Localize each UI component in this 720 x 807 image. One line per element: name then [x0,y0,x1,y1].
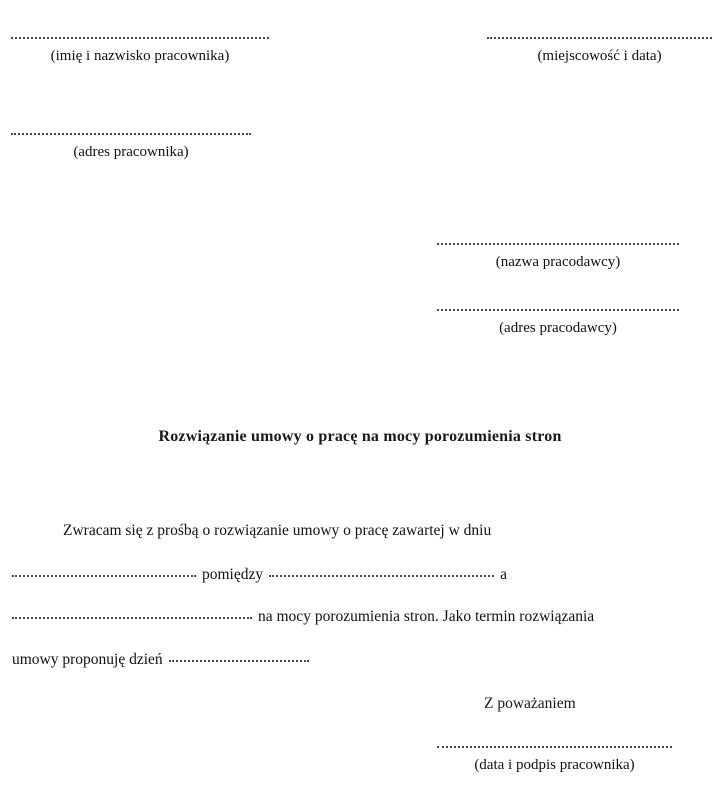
body-line-3-text: na mocy porozumienia stron. Jako termin rozwiązania [258,608,595,625]
employee-name-field-group [11,36,269,65]
closing-salutation: Z poważaniem [484,695,576,712]
body-paragraph-line-2 [12,566,507,584]
body-paragraph-line-4 [12,651,309,669]
employer-name-field-group [437,242,679,271]
employer-address-caption: (adres pracodawcy) [499,320,617,336]
party-a-blank [269,574,494,577]
party-b-blank [12,616,252,619]
body-line-2-end-text: a [500,566,508,583]
place-date-caption: (miejscowość i data) [537,48,662,64]
signature-field-group [437,745,672,774]
termination-date-blank [169,659,309,662]
employee-address-field-group [11,132,251,161]
signature-dotted-line [437,745,672,748]
employee-name-caption: (imię i nazwisko pracownika) [50,48,230,64]
body-line-2-middle-text: pomiędzy [202,566,264,583]
employer-address-field-group [437,308,679,337]
employee-address-caption: (adres pracownika) [73,144,189,160]
place-date-dotted-line [487,36,712,39]
employer-address-dotted-line [437,308,679,311]
employer-name-caption: (nazwa pracodawcy) [495,254,621,270]
body-paragraph-line-3 [12,608,594,626]
contract-date-blank [12,574,196,577]
body-line-4-text: umowy proponuję dzień [12,651,163,668]
place-date-field-group [487,36,712,65]
body-paragraph-line-1 [63,522,491,540]
employee-address-dotted-line [11,132,251,135]
signature-caption: (data i podpis pracownika) [474,757,635,773]
employee-name-dotted-line [11,36,269,39]
employer-name-dotted-line [437,242,679,245]
document-title: Rozwiązanie umowy o pracę na mocy porozumienia stron [158,428,562,445]
body-line-1-text: Zwracam się z prośbą o rozwiązanie umowy o pracę zawartej w dniu [63,522,492,539]
